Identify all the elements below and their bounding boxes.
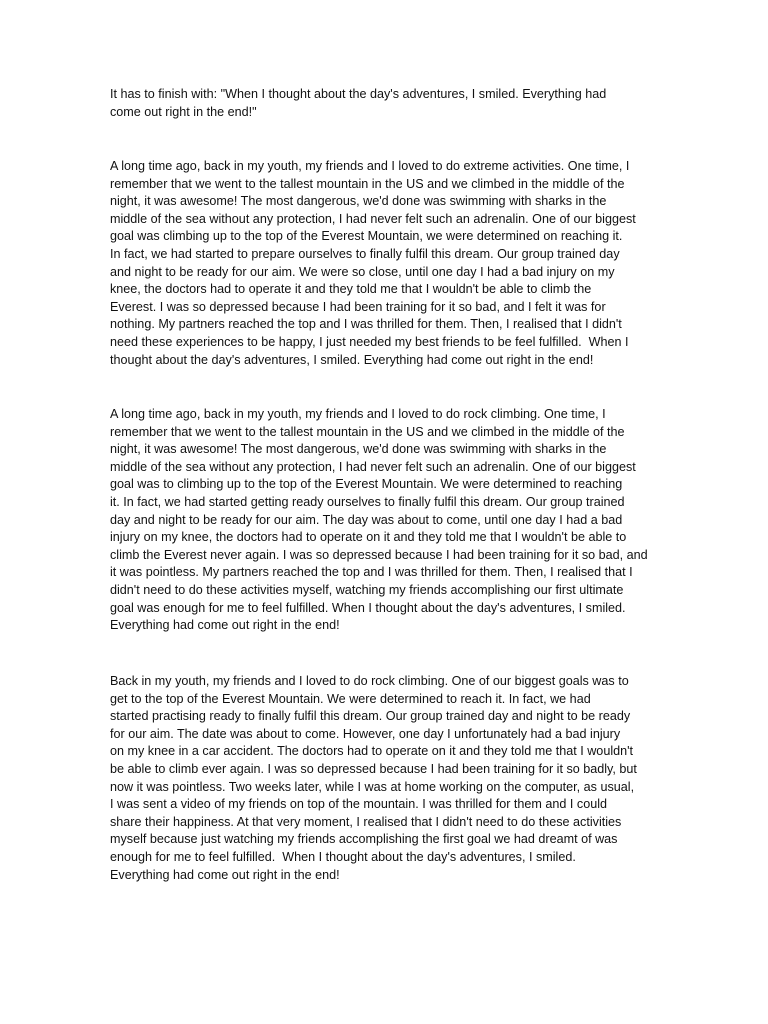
story-draft-1-paragraph: A long time ago, back in my youth, my friends and I loved to do extreme activities. One time, I remember that we went to the tallest mountain in the US and we climbed in the middle of the night, it was awesome! The most dangerous, we'd done was swimming with sharks in the middle of the sea without any protection, I had never felt such an adrenalin. One of our biggest goal was climbing up to the top of the Everest Mountain, we were determined on reaching it. In fact, we had started to prepare ourselves to finally fulfil this dream. Our group trained day and night to be ready for our aim. We were so close, until one day I had a bad injury on my knee, the doctors had to operate it and they told me that I wouldn't be able to climb the Everest. I was so depressed because I had been training for it so bad, and I felt it was for nothing. My partners reached the top and I was thrilled for them. Then, I realised that I didn't need these experiences to be happy, I just needed my best friends to be feel fulfilled. When I thought about the day's adventures, I smiled. Everything had come out right in the end! bbox=[110, 159, 636, 367]
story-draft-3-paragraph: Back in my youth, my friends and I loved to do rock climbing. One of our biggest goals was to get to the top of the Everest Mountain. We were determined to reach it. In fact, we had started practising ready to finally fulfil this dream. Our group trained day and night to be ready for our aim. The date was about to come. However, one day I unfortunately had a bad injury on my knee in a car accident. The doctors had to operate on it and they told me that I wouldn't be able to climb ever again. I was so depressed because I had been training for it so badly, but now it was pointless. Two weeks later, while I was at home working on the computer, as usual, I was sent a video of my friends on top of the mountain. I was thrilled for them and I could share their happiness. At that very moment, I realised that I didn't need to do these activities myself because just watching my friends accomplishing the first goal we had dreamt of was enough for me to feel fulfilled. When I thought about the day's adventures, I smiled. Everything had come out right in the end! bbox=[110, 674, 637, 882]
story-draft-2-paragraph: A long time ago, back in my youth, my friends and I loved to do rock climbing. One time, I remember that we went to the tallest mountain in the US and we climbed in the middle of the night, it was awesome! The most dangerous, we'd done was swimming with sharks in the middle of the sea without any protection, I had never felt such an adrenalin. One of our biggest goal was to climbing up to the top of the Everest Mountain. We were determined to reaching it. In fact, we had started getting ready ourselves to finally fulfil this dream. Our group trained day and night to be ready for our aim. The day was about to come, until one day I had a bad injury on my knee, the doctors had to operate on it and they told me that I wouldn't be able to climb the Everest never again. I was so depressed because I had been training for it so bad, and it was pointless. My partners reached the top and I was thrilled for them. Then, I realised that I didn't need to do these activities myself, watching my friends accomplishing our first ultimate goal was enough for me to feel fulfilled. When I thought about the day's adventures, I smiled. Everything had come out right in the end! bbox=[110, 407, 648, 633]
prompt-instruction-paragraph: It has to finish with: "When I thought about the day's adventures, I smiled. Everything had come out right in the end!" bbox=[110, 87, 607, 119]
